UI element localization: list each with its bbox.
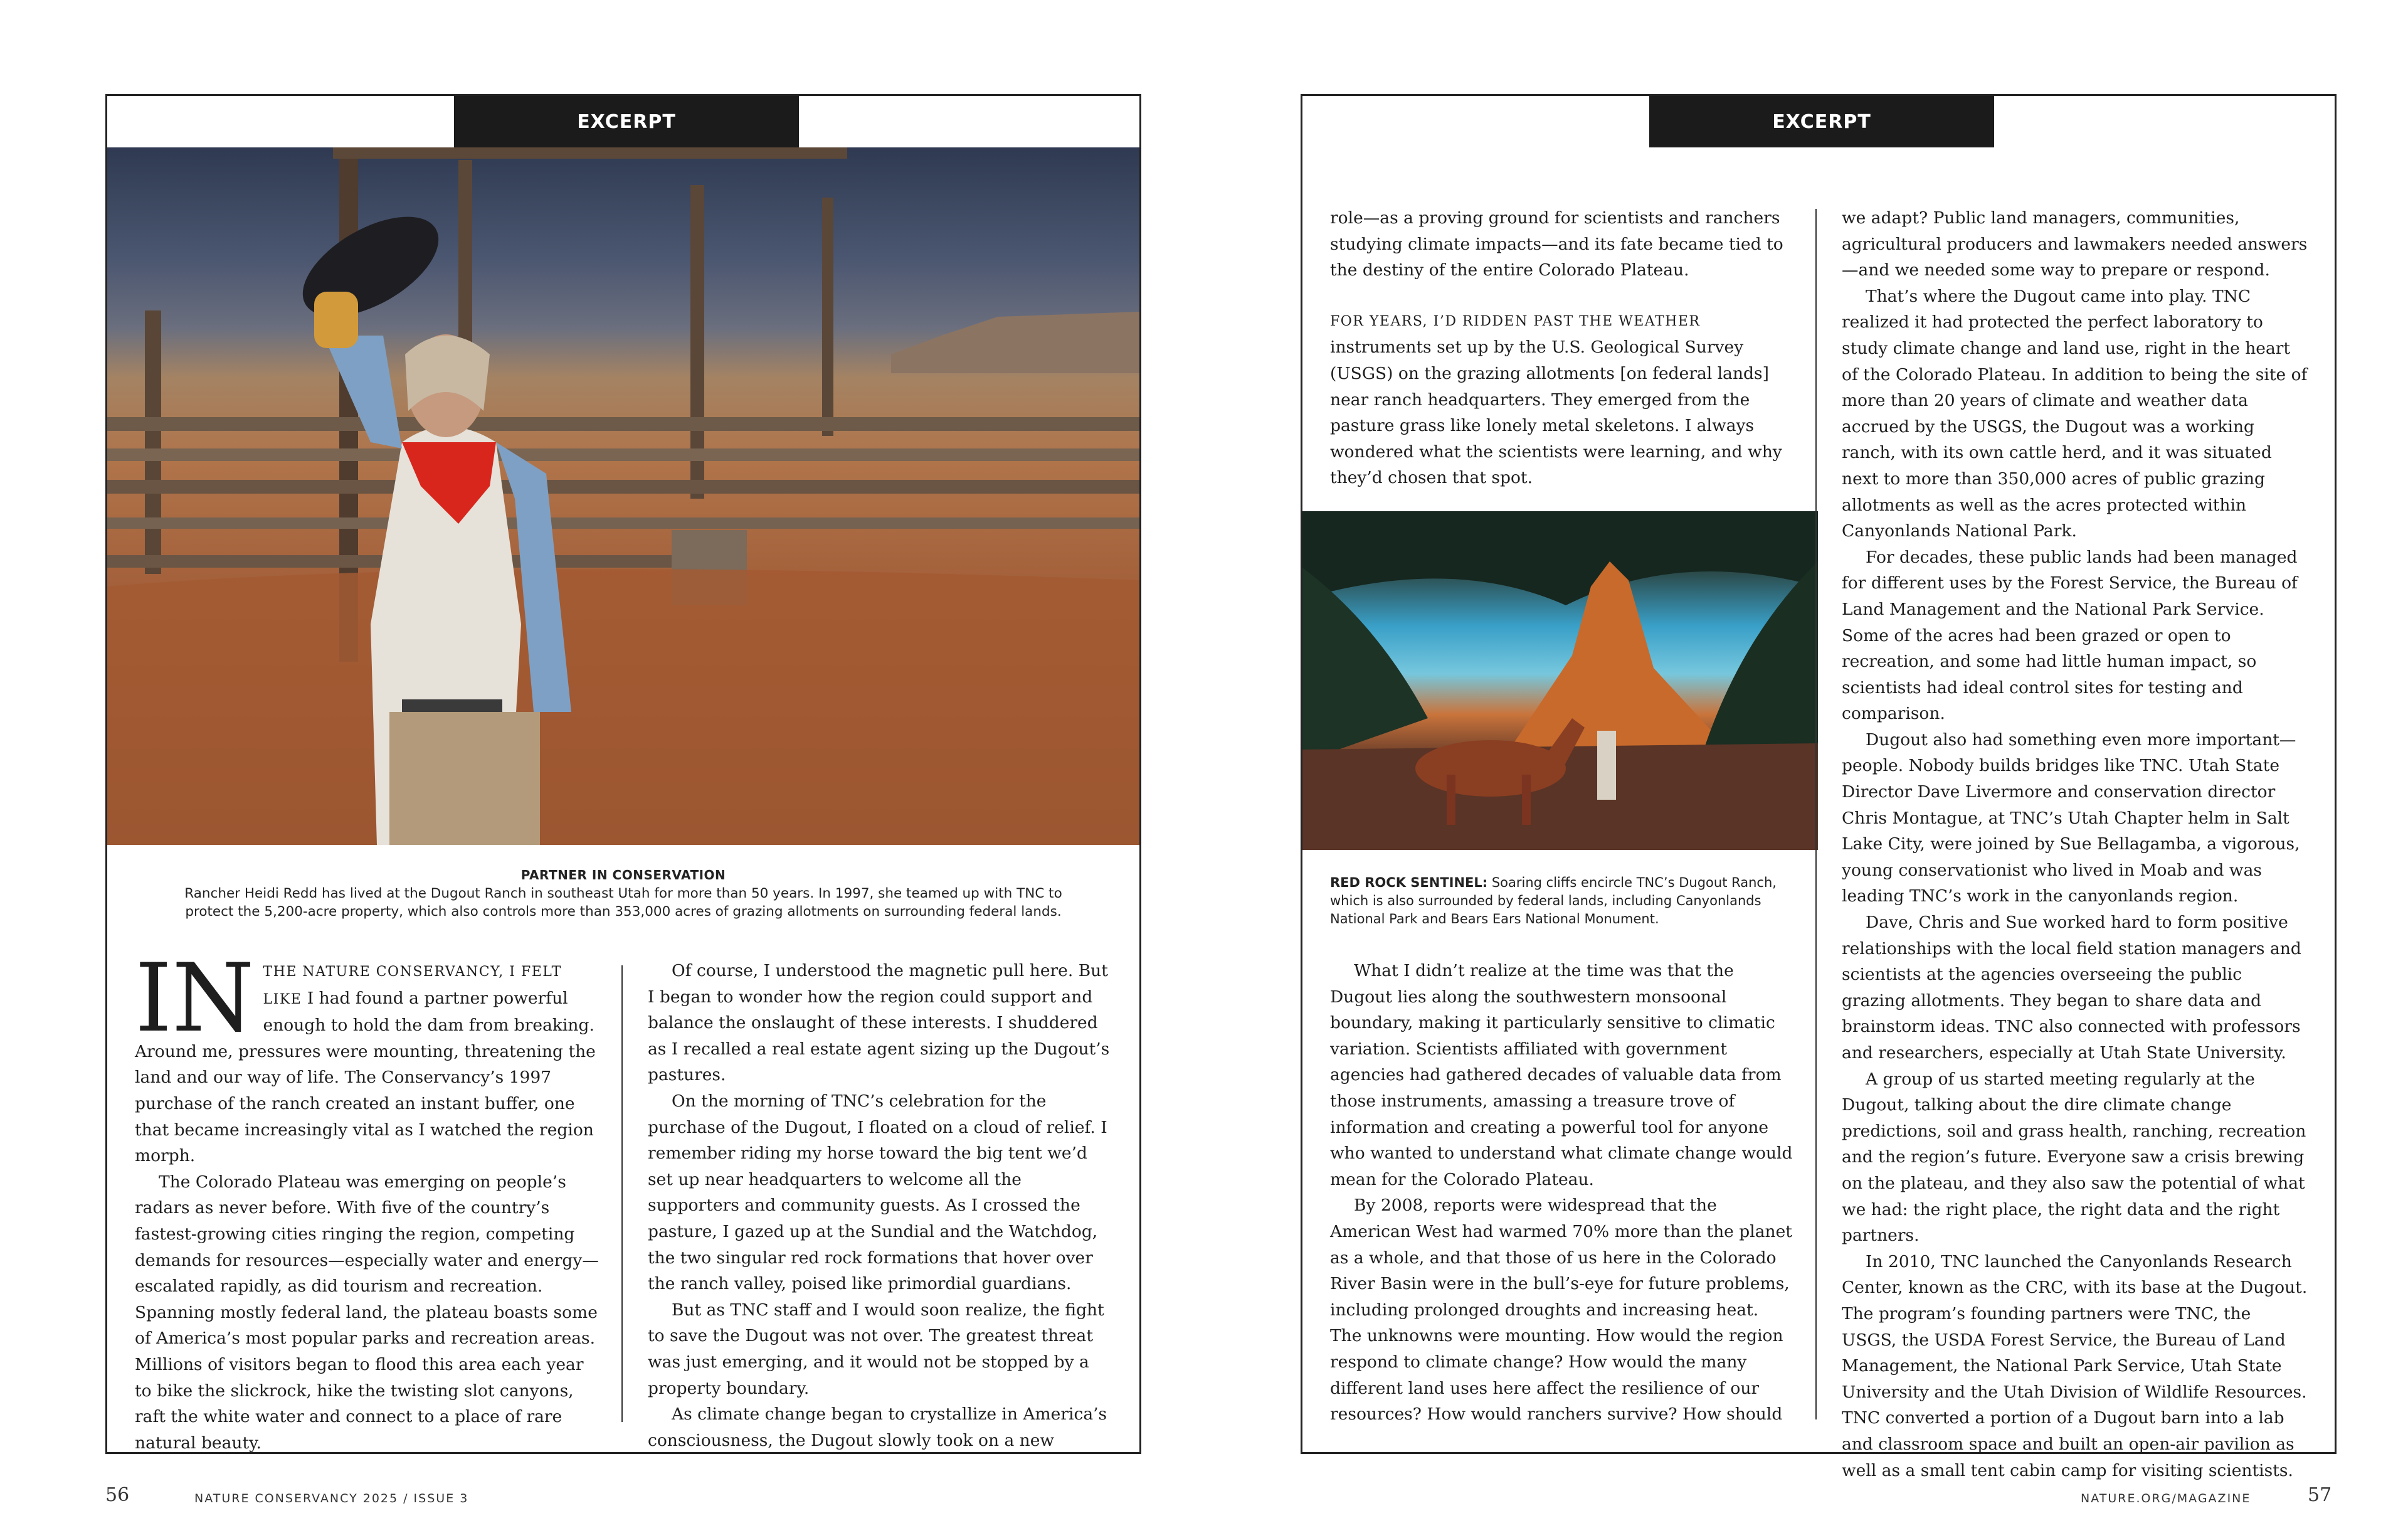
photo-caption-right (1330, 874, 1794, 928)
paragraph: we adapt? Public land managers, communities, agricultural producers and lawmakers needed answers—and we needed some way to prepare or respond. (1842, 208, 2308, 280)
rancher-photo (107, 147, 1139, 845)
column-divider (621, 965, 623, 1422)
section-opening-paragraph (1330, 307, 1794, 491)
excerpt-tab-left: EXCERPT (454, 96, 799, 147)
website-label: NATURE.ORG/MAGAZINE (2081, 1492, 2251, 1505)
paragraph: As climate change began to crystallize in America’s consciousness, the Dugout slowly took on a new (648, 1404, 1107, 1450)
paragraph: By 2008, reports were widespread that the American West had warmed 70% more than the planet as a whole, and that those of us here in the Colorado River Basin were in the bull’s-eye for future problems, including prolonged droughts and increasing heat. The unknowns were mounting. How would the region respond to climate change? How would the many different land uses here affect the resilience of our resources? How would ranchers survive? How should (1330, 1196, 1792, 1424)
excerpt-tab-right: EXCERPT (1649, 96, 1994, 147)
lead-in-rest: I had found a partner powerful enough to hold the dam from breaking. Around me, pressures were mounting, threatening the land and our way of life. The Conservancy’s 1997 purchase of the ranch created an instant buffer, one that became increasingly vital as I watched the region morph. (135, 988, 596, 1166)
caption-body-left: Rancher Heidi Redd has lived at the Dugout Ranch in southeast Utah for more than 50 years. In 1997, she teamed up with TNC to protect the 5,200-acre property, which also controls more than 353,000 acres of grazing allotments on surrounding federal lands. (184, 886, 1062, 920)
photo-caption-left (164, 866, 1083, 921)
column-divider (1815, 209, 1817, 1419)
red-rock-photo-illustration (1302, 511, 1818, 850)
right-page (1301, 94, 2337, 1480)
paragraph: A group of us started meeting regularly at the Dugout, talking about the dire climate change predictions, soil and grass health, ranching, recreation and the region’s future. Everyone saw a crisis brewing on the plateau, and they also saw the potential of what we had: the right place, the right data and the right partners. (1842, 1069, 2306, 1246)
paragraph: On the morning of TNC’s celebration for the purchase of the Dugout, I floated on a cloud of relief. I remember riding my horse toward the big tent we’d set up near headquarters to welcome all the supporters and community guests. As I crossed the pasture, I gazed up at the Sundial and the Watchdog, the two singular red rock formations that hover over the ranch valley, poised like primordial guardians. (648, 1091, 1107, 1294)
paragraph: The Colorado Plateau was emerging on people’s radars as never before. With five of the country’s fastest-growing cities ringing the region, competing demands for resources—especially water and energy—escalated rapidly, as did tourism and recreation. Spanning mostly federal land, the plateau boasts some of America’s most popular parks and recreation areas. Millions of visitors began to flood this area each year to bike the slickrock, hike the twisting slot canyons, raft the white water and connect to a place of rare natural beauty. (135, 1172, 599, 1453)
paragraph: What I didn’t realize at the time was that the Dugout lies along the southwestern monsoonal boundary, making it particularly sensitive to climatic variation. Scientists affiliated with government agencies had gathered decades of valuable data from those instruments, amassing a treasure trove of information and creating a powerful tool for anyone who wanted to understand what climate change would mean for the Colorado Plateau. (1330, 961, 1793, 1189)
paragraph: But as TNC staff and I would soon realize, the fight to save the Dugout was not over. The greatest threat was just emerging, and it would not be stopped by a property boundary. (648, 1300, 1104, 1398)
paragraph: Dugout also had something even more important—people. Nobody builds bridges like TNC. Utah State Director Dave Livermore and conservation director Chris Montague, at TNC’s Utah Chapter helm in Salt Lake City, were joined by Sue Bellagamba, a vigorous, young conservationist who lived in Moab and was leading TNC’s work in the canyonlands region. (1842, 729, 2300, 906)
article-column-3-bottom (1330, 958, 1794, 1428)
red-rock-photo (1302, 511, 1818, 850)
article-column-2 (648, 958, 1113, 1453)
caption-headline-left: PARTNER IN CONSERVATION (520, 867, 726, 883)
paragraph: In 2010, TNC launched the Canyonlands Research Center, known as the CRC, with its base at the Dugout. The program’s founding partners were TNC, the USGS, the USDA Forest Service, the Bureau of Land Management, the National Park Service, Utah State University and the Utah Division of Wildlife Resources. TNC converted a portion of a Dugout barn into a lab and classroom space and built an open-air pavilion as well as a small tent cabin camp for visiting scientists. (1842, 1251, 2308, 1480)
section-lead-in-rest: instruments set up by the U.S. Geological Survey (USGS) on the grazing allotments [on federal lands] near ranch headquarters. They emerged from the pasture grass like lonely metal skeletons. I always wondered what the scientists were learning, and why they’d chosen that spot. (1330, 337, 1782, 488)
article-column-3-top (1330, 205, 1794, 491)
paragraph: Dave, Chris and Sue worked hard to form positive relationships with the local field station managers and scientists at the agencies overseeing the public grazing allotments. They began to share data and brainstorm ideas. TNC also connected with professors and researchers, especially at Utah State University. (1842, 913, 2301, 1063)
caption-body-right: Soaring cliffs encircle TNC’s Dugout Ranch, which is also surrounded by federal lands, including Canyonlands National Park and Bears Ears National Monument. (1330, 875, 1777, 926)
section-lead-in-caps: FOR YEARS, I’D RIDDEN PAST THE WEATHER (1330, 313, 1701, 329)
paragraph: For decades, these public lands had been managed for different uses by the Forest Service, the Bureau of Land Management and the National Park Service. Some of the acres had been grazed or open to recreation, and some had little human impact, so scientists had ideal control sites for testing and comparison. (1842, 547, 2298, 724)
paragraph: That’s where the Dugout came into play. TNC realized it had protected the perfect laboratory to study climate change and land use, right in the heart of the Colorado Plateau. In addition to being the site of more than 20 years of climate and weather data accrued by the USGS, the Dugout was a working ranch, with its own cattle herd, and it was situated next to more than 350,000 acres of public grazing allotments as well as the acres protected within Canyonlands National Park. (1842, 286, 2308, 541)
page-number-right: 57 (2308, 1484, 2332, 1506)
paragraph: Of course, I understood the magnetic pull here. But I began to wonder how the region could support and balance the onslaught of these interests. I shuddered as I recalled a real estate agent sizing up the Dugout’s pastures. (648, 961, 1110, 1085)
page-number-left: 56 (105, 1484, 130, 1506)
opening-paragraph (135, 944, 599, 1169)
drop-cap: IN (135, 944, 255, 1053)
article-column-4 (1842, 205, 2308, 1483)
left-page (105, 94, 1141, 1454)
rancher-photo-illustration (107, 147, 1139, 845)
lead-in-caps: THE NATURE CONSERVANCY, I FELT LIKE (263, 964, 562, 1007)
paragraph: role—as a proving ground for scientists and ranchers studying climate impacts—and its fate became tied to the destiny of the entire Colorado Plateau. (1330, 208, 1783, 280)
caption-headline-right: RED ROCK SENTINEL: (1330, 875, 1488, 890)
magazine-issue-label: NATURE CONSERVANCY 2025 / ISSUE 3 (194, 1492, 469, 1505)
article-column-1 (135, 944, 599, 1456)
